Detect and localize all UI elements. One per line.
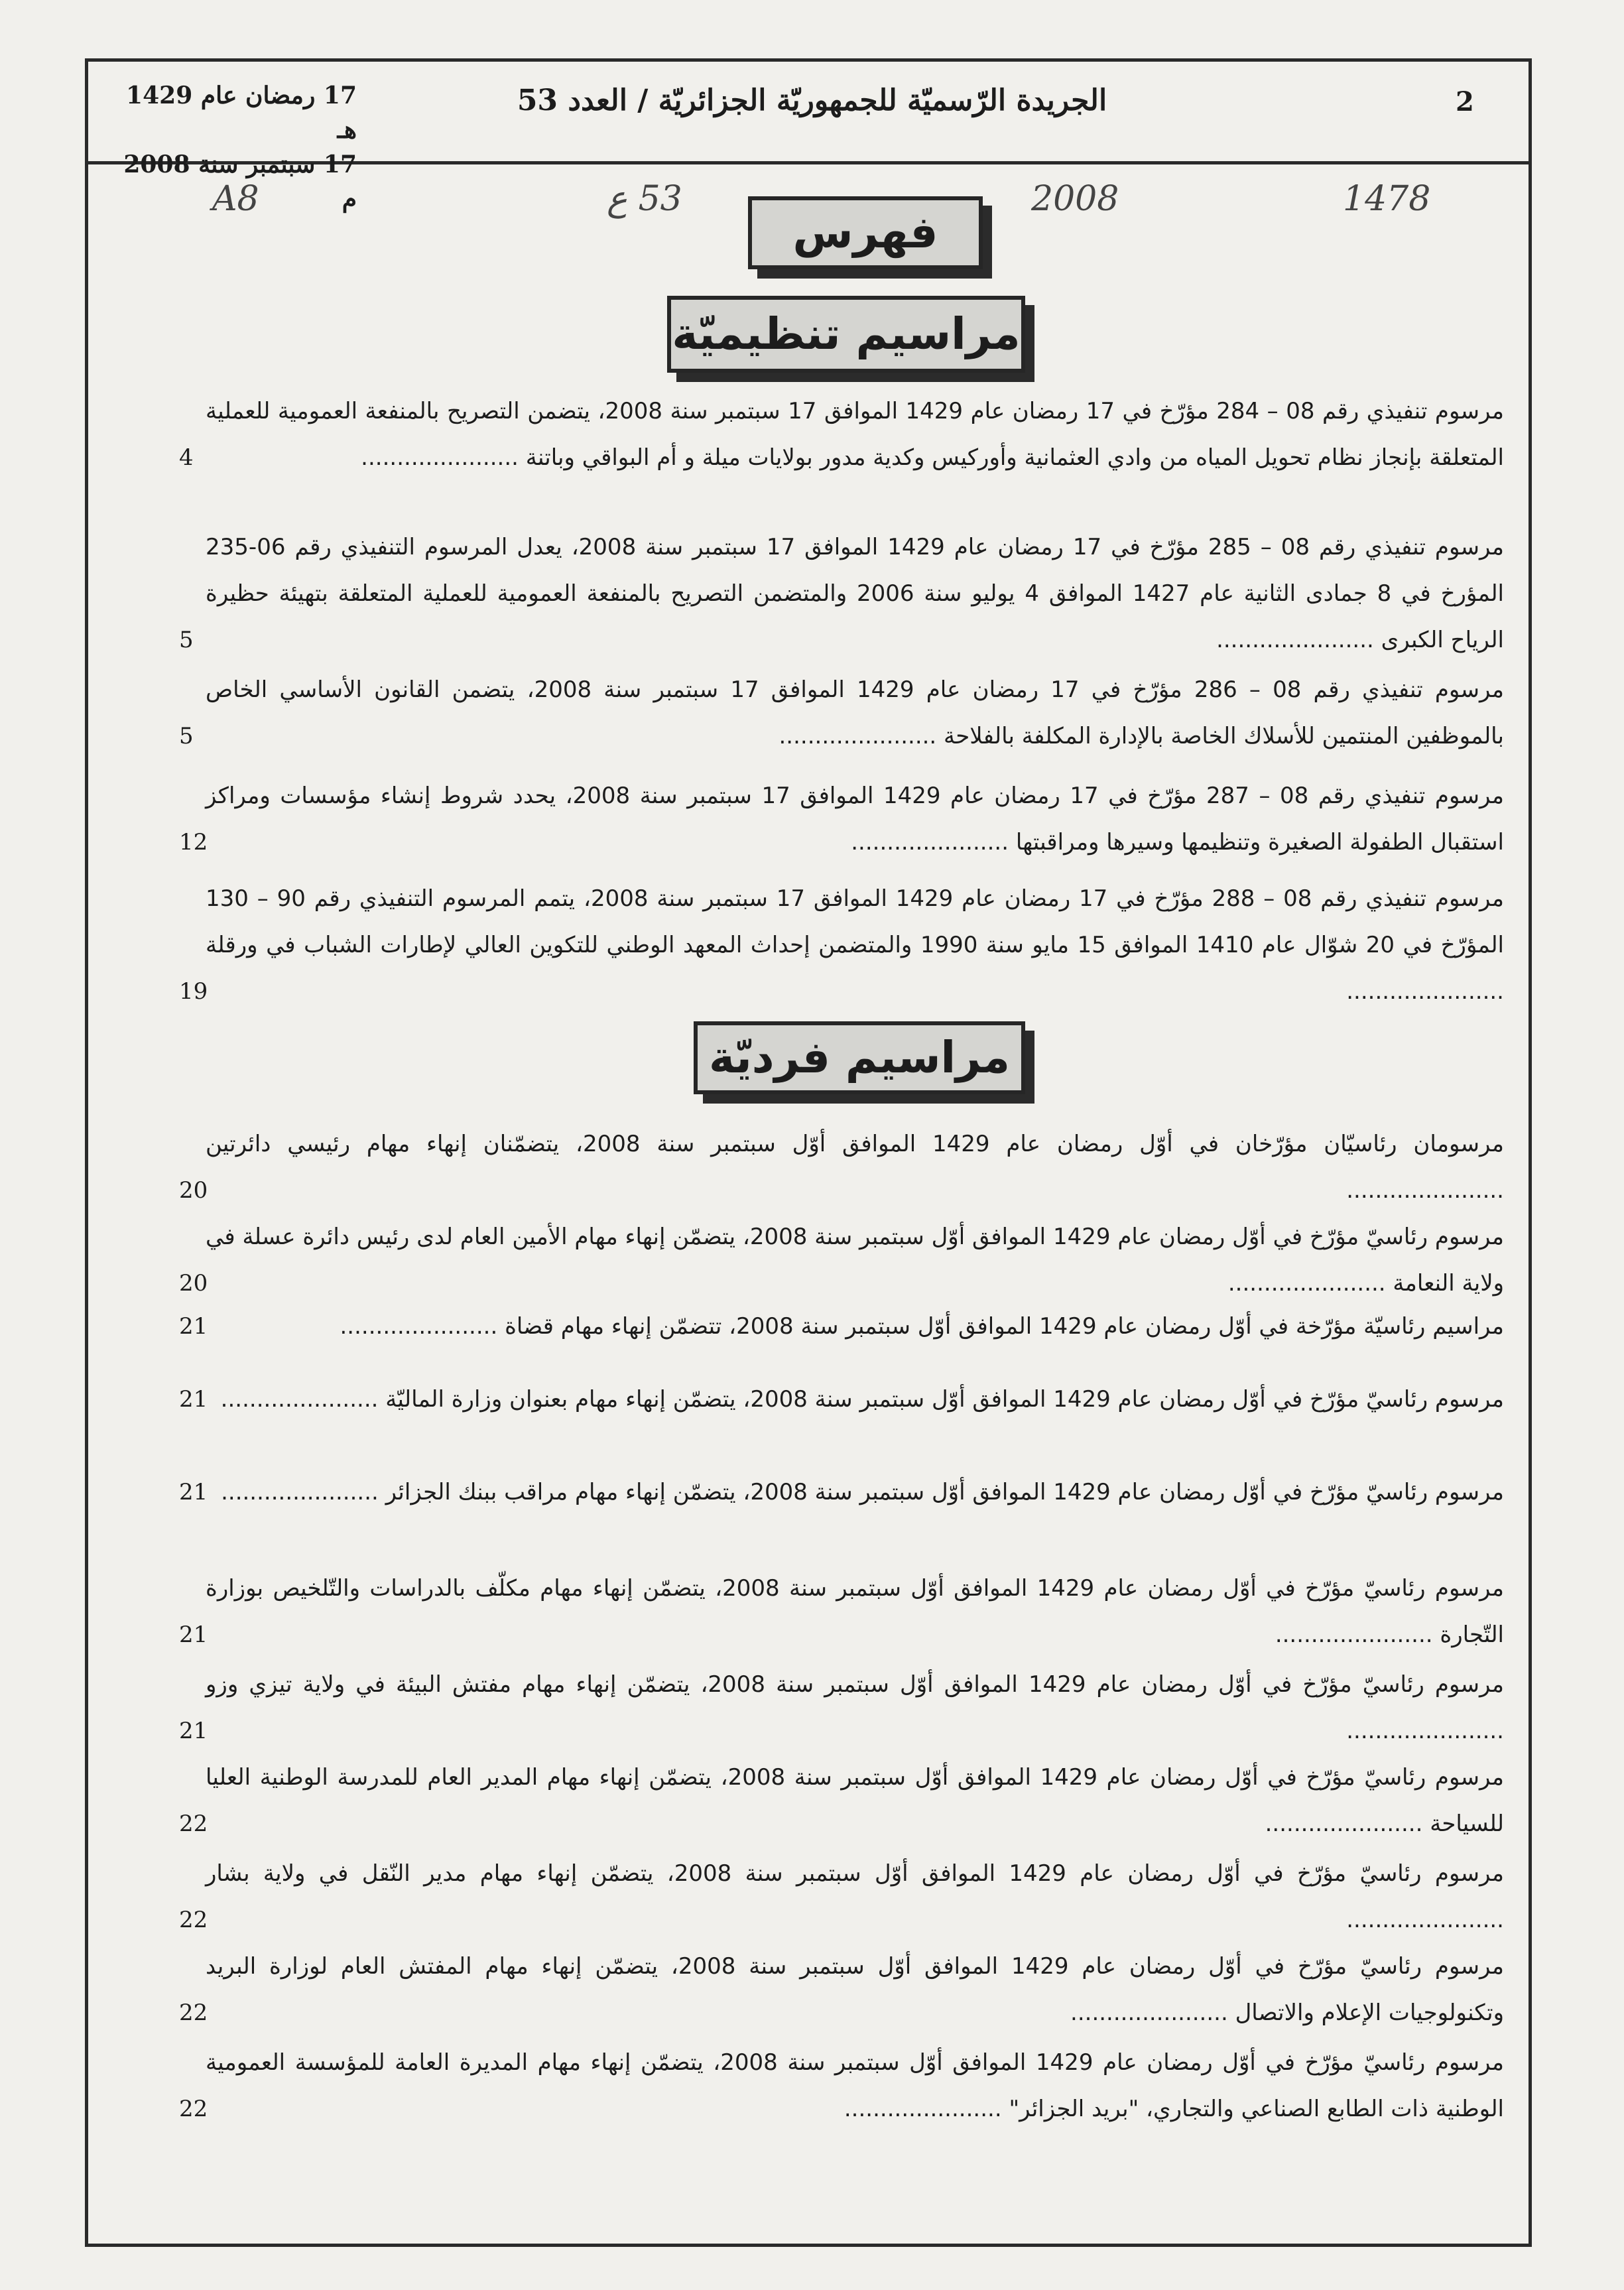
section-individual-decrees: مراسيم فرديّة [694, 1021, 1025, 1094]
toc-entry-page: 22 [179, 2096, 208, 2122]
toc-entry [179, 1850, 1504, 1943]
toc-entry [179, 2039, 1504, 2132]
toc-entry [179, 773, 1504, 865]
leader-dots: ...................... [1265, 1811, 1430, 1837]
toc-entry-page: 21 [179, 1313, 208, 1340]
toc-entry [179, 1565, 1504, 1658]
toc-entry [179, 524, 1504, 663]
toc-entry-page: 20 [179, 1270, 208, 1297]
leader-dots: ...................... [1346, 1177, 1504, 1204]
toc-entry [179, 1121, 1504, 1214]
toc-entry [179, 388, 1504, 481]
toc-entry [179, 667, 1504, 759]
leader-dots: ...................... [1346, 978, 1504, 1005]
leader-dots: ...................... [1275, 1622, 1440, 1648]
toc-entry-text: مرسوم رئاسيّ مؤرّخ في أوّل رمضان عام 1429 الموافق أوّل سبتمبر سنة 2008، يتضمّن إنهاء مهام المديرة العامة للمؤسسة العمومية الوطنية ذات الطابع الصناعي والتجاري، "بريد الجزائر" [206, 2049, 1504, 2122]
leader-dots: ...................... [1346, 1718, 1504, 1744]
journal-title: الجريدة الرّسميّة للجمهوريّة الجزائريّة / العدد 53 [517, 84, 1107, 117]
toc-entry [179, 1469, 1504, 1515]
leader-dots: ...................... [221, 1479, 386, 1505]
toc-entry-page: 22 [179, 2000, 208, 2026]
leader-dots: ...................... [843, 2096, 1009, 2122]
toc-entry-page: 22 [179, 1811, 208, 1837]
handwritten-note-3: 53 ع [607, 179, 682, 219]
toc-entry-page: 20 [179, 1177, 208, 1204]
handwritten-note-2: 2008 [1031, 179, 1119, 219]
leader-dots: ...................... [1227, 1270, 1393, 1297]
toc-entry-page: 19 [179, 978, 208, 1005]
toc-title: فهرس [748, 196, 983, 269]
toc-entry [179, 1943, 1504, 2036]
toc-entry [179, 1376, 1504, 1423]
toc-entry-page: 21 [179, 1386, 208, 1413]
page-number: 2 [1456, 86, 1474, 117]
toc-entry [179, 1754, 1504, 1847]
toc-entry-text: مرسوم تنفيذي رقم 08 – 285 مؤرّخ في 17 رمضان عام 1429 الموافق 17 سبتمبر سنة 2008، يعدل المرسوم التنفيذي رقم 06-235 المؤرخ في 8 جمادى الثانية عام 1427 الموافق 4 يوليو سنة 2006 والمتضمن التصريح بالمنفعة العمومية للعملية المتعلقة بتهيئة حظيرة الرياح الكبرى [206, 534, 1504, 653]
date-gregorian: 17 سبتمبر سنة 2008 م [123, 151, 357, 213]
toc-entry-page: 5 [179, 723, 194, 749]
handwritten-note-1: 1478 [1343, 179, 1431, 219]
toc-entry [179, 1303, 1504, 1350]
toc-entry-page: 22 [179, 1907, 208, 1933]
leader-dots: ...................... [851, 829, 1016, 856]
toc-entry-text: مرسوم رئاسيّ مؤرّخ في أوّل رمضان عام 1429 الموافق أوّل سبتمبر سنة 2008، يتضمّن إنهاء مهام المفتش العام لوزارة البريد وتكنولوجيات الإعلام والاتصال [206, 1953, 1504, 2026]
section-regulatory-decrees: مراسيم تنظيميّة [667, 296, 1025, 373]
toc-entry-text: مرسوم رئاسيّ مؤرّخ في أوّل رمضان عام 1429 الموافق أوّل سبتمبر سنة 2008، يتضمّن إنهاء مهام بعنوان وزارة الماليّة [385, 1386, 1504, 1413]
leader-dots: ...................... [220, 1386, 386, 1413]
date-hijri: 17 رمضان عام 1429 هـ [126, 82, 357, 144]
toc-entry [179, 875, 1505, 1015]
toc-entry [179, 1661, 1504, 1754]
toc-entry-text: مرسوم رئاسيّ مؤرّخ في أوّل رمضان عام 1429 الموافق أوّل سبتمبر سنة 2008، يتضمّن إنهاء مهام مكلّف بالدراسات والتّلخيص بوزارة التّجارة [206, 1575, 1504, 1648]
leader-dots: ...................... [1216, 627, 1381, 653]
leader-dots: ...................... [1346, 1907, 1504, 1933]
toc-entry-text: مرسوم رئاسيّ مؤرّخ في أوّل رمضان عام 1429 الموافق أوّل سبتمبر سنة 2008، يتضمّن إنهاء مهام مفتش البيئة في ولاية تيزي وزو [206, 1671, 1504, 1698]
toc-entry-text: مرسوم تنفيذي رقم 08 – 287 مؤرّخ في 17 رمضان عام 1429 الموافق 17 سبتمبر سنة 2008، يحدد شروط إنشاء مؤسسات ومراكز استقبال الطفولة الصغيرة وتنظيمها وسيرها ومراقبتها [206, 783, 1504, 856]
handwritten-note-4: A8 [212, 179, 259, 219]
toc-entry-page: 21 [179, 1622, 208, 1648]
toc-entry-text: مراسيم رئاسيّة مؤرّخة في أوّل رمضان عام 1429 الموافق أوّل سبتمبر سنة 2008، تتضمّن إنهاء مهام قضاة [505, 1313, 1504, 1340]
toc-entry-text: مرسوم تنفيذي رقم 08 – 288 مؤرّخ في 17 رمضان عام 1429 الموافق 17 سبتمبر سنة 2008، يتمم المرسوم التنفيذي رقم 90 – 130 المؤرّخ في 20 شوّال عام 1410 الموافق 15 مايو سنة 1990 والمتضمن إحداث المعهد الوطني للتكوين العالي لإطارات الشباب في ورقلة [206, 885, 1505, 958]
toc-entry-text: مرسوم رئاسيّ مؤرّخ في أوّل رمضان عام 1429 الموافق أوّل سبتمبر سنة 2008، يتضمّن إنهاء مهام المدير العام للمدرسة الوطنية العليا للسياحة [206, 1764, 1504, 1837]
toc-entry [179, 1214, 1504, 1306]
toc-entry-text: مرسوم تنفيذي رقم 08 – 284 مؤرّخ في 17 رمضان عام 1429 الموافق 17 سبتمبر سنة 2008، يتضمن التصريح بالمنفعة العمومية للعملية المتعلقة بإنجاز نظام تحويل المياه من وادي العثمانية وأوركيس وكدية مدور بولايات ميلة و أم البواقي وباتنة [206, 398, 1504, 471]
toc-entry-text: مرسوم تنفيذي رقم 08 – 286 مؤرّخ في 17 رمضان عام 1429 الموافق 17 سبتمبر سنة 2008، يتضمن القانون الأساسي الخاص بالموظفين المنتمين للأسلاك الخاصة بالإدارة المكلفة بالفلاحة [206, 676, 1504, 749]
leader-dots: ...................... [1070, 2000, 1235, 2026]
leader-dots: ...................... [361, 444, 526, 471]
leader-dots: ...................... [779, 723, 944, 749]
leader-dots: ...................... [340, 1313, 505, 1340]
toc-entry-page: 21 [179, 1718, 208, 1744]
toc-entry-text: مرسوم رئاسيّ مؤرّخ في أوّل رمضان عام 1429 الموافق أوّل سبتمبر سنة 2008، يتضمّن إنهاء مهام الأمين العام لدى رئيس دائرة عسلة في ولاية النعامة [206, 1224, 1504, 1297]
toc-entry-page: 4 [179, 444, 194, 471]
toc-entry-page: 5 [179, 627, 194, 653]
toc-entry-page: 12 [179, 829, 208, 856]
toc-entry-text: مرسوم رئاسيّ مؤرّخ في أوّل رمضان عام 1429 الموافق أوّل سبتمبر سنة 2008، يتضمّن إنهاء مهام مدير النّقل في ولاية بشار [206, 1860, 1504, 1887]
toc-entry-text: مرسومان رئاسيّان مؤرّخان في أوّل رمضان عام 1429 الموافق أوّل سبتمبر سنة 2008، يتضمّنان إنهاء مهام رئيسي دائرتين [206, 1131, 1504, 1157]
toc-entry-text: مرسوم رئاسيّ مؤرّخ في أوّل رمضان عام 1429 الموافق أوّل سبتمبر سنة 2008، يتضمّن إنهاء مهام مراقب ببنك الجزائر [385, 1479, 1504, 1505]
toc-entry-page: 21 [179, 1479, 208, 1505]
